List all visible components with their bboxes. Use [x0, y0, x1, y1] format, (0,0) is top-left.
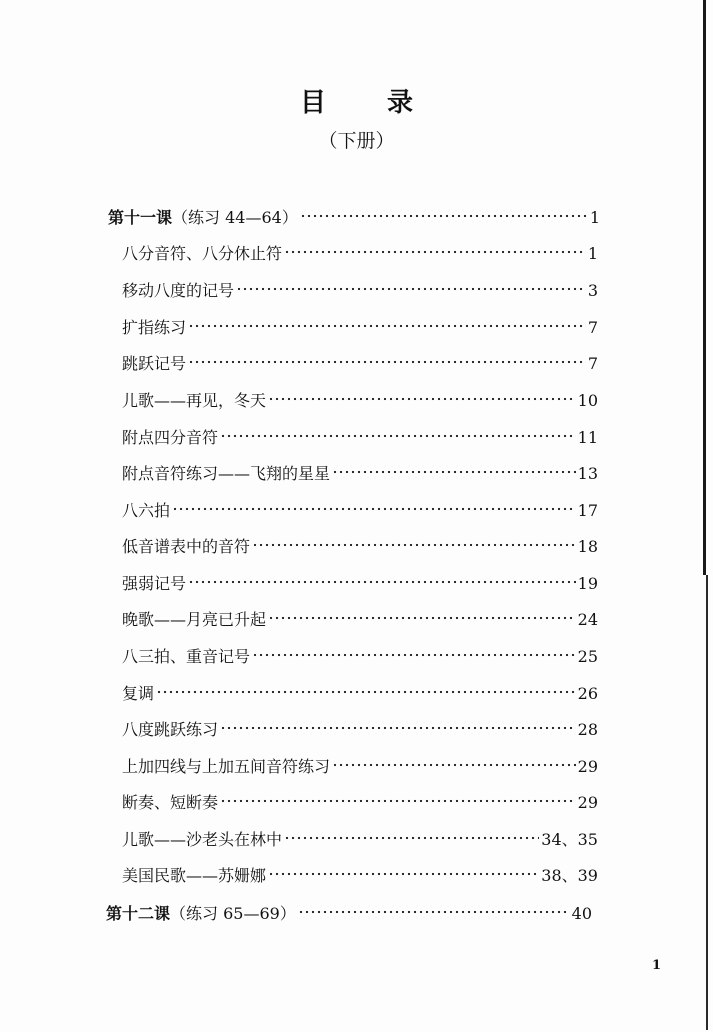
toc-entry-page: 28: [577, 720, 598, 739]
leader-dots: [188, 359, 586, 365]
toc-entry-label: 附点音符练习——飞翔的星星: [122, 464, 331, 483]
toc-entry-page: 7: [587, 354, 598, 373]
toc-entry-label: 儿歌——沙老头在林中: [122, 830, 283, 849]
leader-dots: [284, 835, 539, 841]
toc-entry-label: 强弱记号: [122, 574, 187, 593]
toc-entry[interactable]: [122, 501, 598, 521]
toc-entry[interactable]: [122, 830, 598, 850]
toc-entry[interactable]: [122, 244, 598, 264]
toc-entry-label: 复调: [122, 684, 155, 703]
leader-dots: [252, 542, 576, 548]
toc-entry-page: 7: [587, 318, 598, 337]
toc-entry-label: 晚歌——月亮已升起: [122, 610, 267, 629]
toc-entry[interactable]: [122, 281, 598, 301]
leader-dots: [332, 469, 576, 475]
leader-dots: [188, 323, 586, 329]
toc-entry[interactable]: [122, 647, 598, 667]
toc-entry[interactable]: [122, 720, 598, 740]
toc-entry-page: 38、39: [541, 866, 598, 885]
leader-dots: [172, 506, 576, 512]
page-subtitle: （下册）: [318, 130, 395, 152]
toc-entry-label: [106, 904, 296, 924]
toc-entry-page: 40: [571, 904, 592, 923]
leader-dots: [298, 909, 570, 915]
toc-entry-page: 34、35: [541, 830, 598, 849]
toc-entry[interactable]: [122, 318, 598, 338]
toc-entry-label: 低音谱表中的音符: [122, 537, 251, 556]
toc-entry-label: 上加四线与上加五间音符练习: [122, 757, 331, 776]
leader-dots: [332, 762, 576, 768]
toc-entry-page: 18: [577, 537, 598, 556]
toc-entry-label: 断奏、短断奏: [122, 793, 219, 812]
toc-entry[interactable]: [122, 684, 598, 704]
toc-entry-page: 3: [587, 281, 598, 300]
toc-entry-chapter-12[interactable]: [106, 904, 592, 924]
toc-entry-page: 13: [577, 464, 598, 483]
toc-entry-label: 八六拍: [122, 501, 171, 520]
toc-entry-label: 八三拍、重音记号: [122, 647, 251, 666]
toc-entry-label: 八度跳跃练习: [122, 720, 219, 739]
page-title: 目 录: [299, 88, 440, 118]
leader-dots: [156, 689, 576, 695]
chapter-name: 第十一课: [108, 208, 173, 227]
chapter-name: 第十二课: [106, 904, 171, 923]
leader-dots: [220, 433, 576, 439]
leader-dots: [188, 579, 576, 585]
page-number: 1: [652, 958, 662, 973]
toc-entry-page: 10: [577, 391, 598, 410]
toc-entry-label: [108, 208, 298, 228]
toc-entry-page: 24: [577, 610, 598, 629]
toc-entry-label: 八分音符、八分休止符: [122, 244, 283, 263]
leader-dots: [268, 871, 539, 877]
toc-entry-label: 附点四分音符: [122, 428, 219, 447]
chapter-exercises: （练习 65—69）: [170, 904, 296, 923]
toc-entry-page: 25: [577, 647, 598, 666]
toc-entry-page: 17: [577, 501, 598, 520]
toc-entry-page: 11: [577, 428, 598, 447]
toc-entry-page: 1: [587, 244, 598, 263]
leader-dots: [300, 213, 588, 219]
toc-entry-page: 29: [577, 793, 598, 812]
toc-entry[interactable]: [122, 574, 598, 594]
leader-dots: [220, 725, 576, 731]
toc-entry-page: 19: [577, 574, 598, 593]
toc-entry-label: 儿歌——再见，冬天: [122, 391, 267, 410]
leader-dots: [268, 396, 576, 402]
toc-entry[interactable]: [122, 354, 598, 374]
toc-entry[interactable]: [122, 391, 598, 411]
toc-entry-chapter-11[interactable]: [108, 208, 600, 228]
toc-entry[interactable]: [122, 757, 598, 777]
leader-dots: [252, 652, 576, 658]
toc-entry[interactable]: [122, 610, 598, 630]
leader-dots: [220, 798, 576, 804]
toc-entry[interactable]: [122, 537, 598, 557]
chapter-exercises: （练习 44—64）: [172, 208, 298, 227]
toc-entry[interactable]: [122, 464, 598, 484]
leader-dots: [268, 615, 576, 621]
toc-entry-label: 跳跃记号: [122, 354, 187, 373]
toc-entry[interactable]: [122, 793, 598, 813]
leader-dots: [236, 286, 586, 292]
toc-entry-page: 26: [577, 684, 598, 703]
toc-entry-page: 1: [589, 208, 600, 227]
leader-dots: [284, 249, 586, 255]
toc-entry-label: 美国民歌——苏姗娜: [122, 866, 267, 885]
toc-entry-label: 扩指练习: [122, 318, 187, 337]
toc-entry[interactable]: [122, 866, 598, 886]
toc-entry-page: 29: [577, 757, 598, 776]
toc-entry-label: 移动八度的记号: [122, 281, 235, 300]
toc-entry[interactable]: [122, 428, 598, 448]
